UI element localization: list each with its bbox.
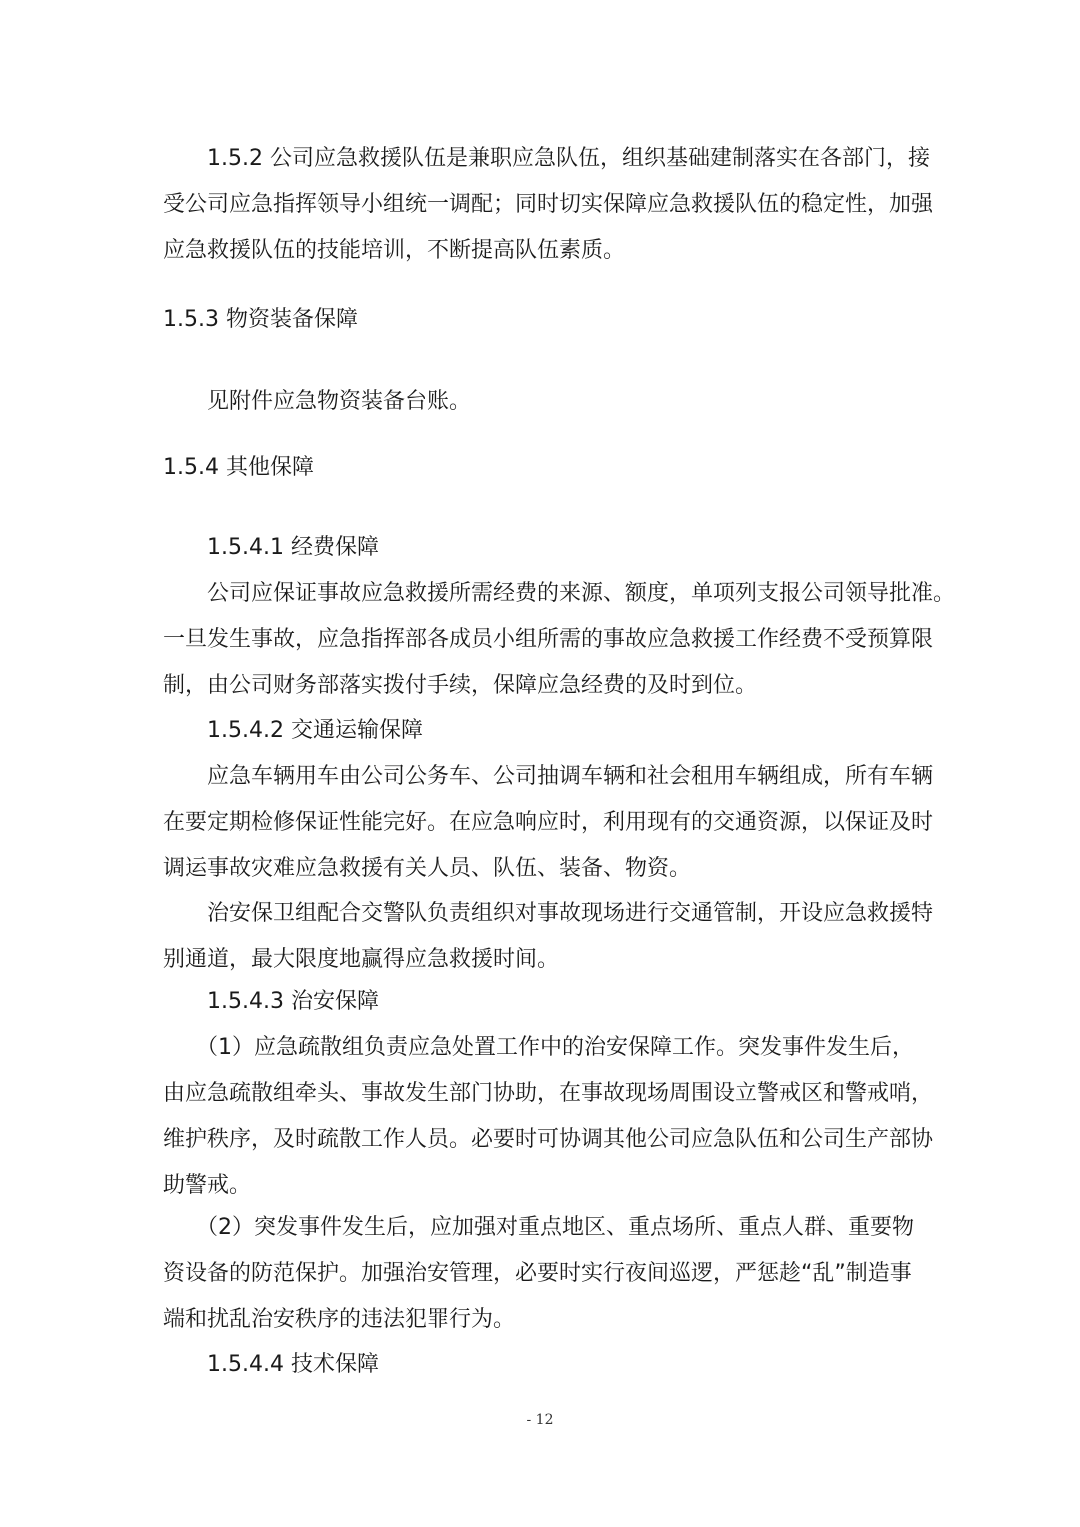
heading-text: 1.5.4.2 交通运输保障 bbox=[163, 718, 423, 743]
heading-text: 1.5.4 其他保障 bbox=[163, 455, 314, 480]
text-line: 助警戒。 bbox=[163, 1173, 252, 1198]
paragraph-1-5-4-3-b bbox=[163, 1205, 923, 1343]
paragraph-1-5-3 bbox=[163, 379, 923, 425]
text-line: 应急车辆用车由公司公务车、公司抽调车辆和社会租用车辆组成，所有车辆 bbox=[163, 764, 934, 789]
text-line: （2）突发事件发生后，应加强对重点地区、重点场所、重点人群、重要物 bbox=[163, 1215, 914, 1240]
text-line: 一旦发生事故，应急指挥部各成员小组所需的事故应急救援工作经费不受预算限 bbox=[163, 627, 934, 652]
text-line: 见附件应急物资装备台账。 bbox=[163, 389, 472, 414]
text-line: 由应急疏散组牵头、事故发生部门协助，在事故现场周围设立警戒区和警戒哨， bbox=[163, 1081, 934, 1106]
text-line: 端和扰乱治安秩序的违法犯罪行为。 bbox=[163, 1307, 516, 1332]
page-number: - 12 bbox=[526, 1412, 554, 1428]
paragraph-1-5-4-2-b bbox=[163, 891, 934, 983]
heading-text: 1.5.4.3 治安保障 bbox=[163, 989, 379, 1014]
heading-1-5-4-3 bbox=[163, 979, 923, 1025]
text-line: 在要定期检修保证性能完好。在应急响应时，利用现有的交通资源，以保证及时 bbox=[163, 810, 934, 835]
heading-1-5-4-4 bbox=[163, 1342, 923, 1388]
text-line: 别通道，最大限度地赢得应急救援时间。 bbox=[163, 947, 560, 972]
paragraph-1-5-4-1 bbox=[163, 571, 956, 709]
text-line: 1.5.2 公司应急救援队伍是兼职应急队伍，组织基础建制落实在各部门，接 bbox=[163, 146, 930, 171]
text-line: 受公司应急指挥领导小组统一调配；同时切实保障应急救援队伍的稳定性，加强 bbox=[163, 192, 934, 217]
text-line: （1）应急疏散组负责应急处置工作中的治安保障工作。突发事件发生后， bbox=[163, 1035, 914, 1060]
text-line: 维护秩序，及时疏散工作人员。必要时可协调其他公司应急队伍和公司生产部协 bbox=[163, 1127, 934, 1152]
heading-1-5-3 bbox=[163, 297, 923, 343]
heading-text: 1.5.4.1 经费保障 bbox=[163, 535, 379, 560]
heading-1-5-4 bbox=[163, 445, 923, 491]
heading-1-5-4-2 bbox=[163, 708, 923, 754]
text-line: 应急救援队伍的技能培训，不断提高队伍素质。 bbox=[163, 238, 626, 263]
text-line: 资设备的防范保护。加强治安管理，必要时实行夜间巡逻，严惩趁“乱”制造事 bbox=[163, 1261, 912, 1286]
text-line: 公司应保证事故应急救援所需经费的来源、额度，单项列支报公司领导批准。 bbox=[163, 581, 956, 606]
text-line: 治安保卫组配合交警队负责组织对事故现场进行交通管制，开设应急救援特 bbox=[163, 901, 934, 926]
paragraph-1-5-4-2-a bbox=[163, 754, 934, 892]
heading-1-5-4-1 bbox=[163, 525, 923, 571]
text-line: 调运事故灾难应急救援有关人员、队伍、装备、物资。 bbox=[163, 856, 692, 881]
text-line: 制，由公司财务部落实拨付手续，保障应急经费的及时到位。 bbox=[163, 673, 758, 698]
heading-text: 1.5.3 物资装备保障 bbox=[163, 307, 358, 332]
paragraph-1-5-2 bbox=[163, 136, 934, 274]
heading-text: 1.5.4.4 技术保障 bbox=[163, 1352, 379, 1377]
paragraph-1-5-4-3-a bbox=[163, 1025, 934, 1209]
